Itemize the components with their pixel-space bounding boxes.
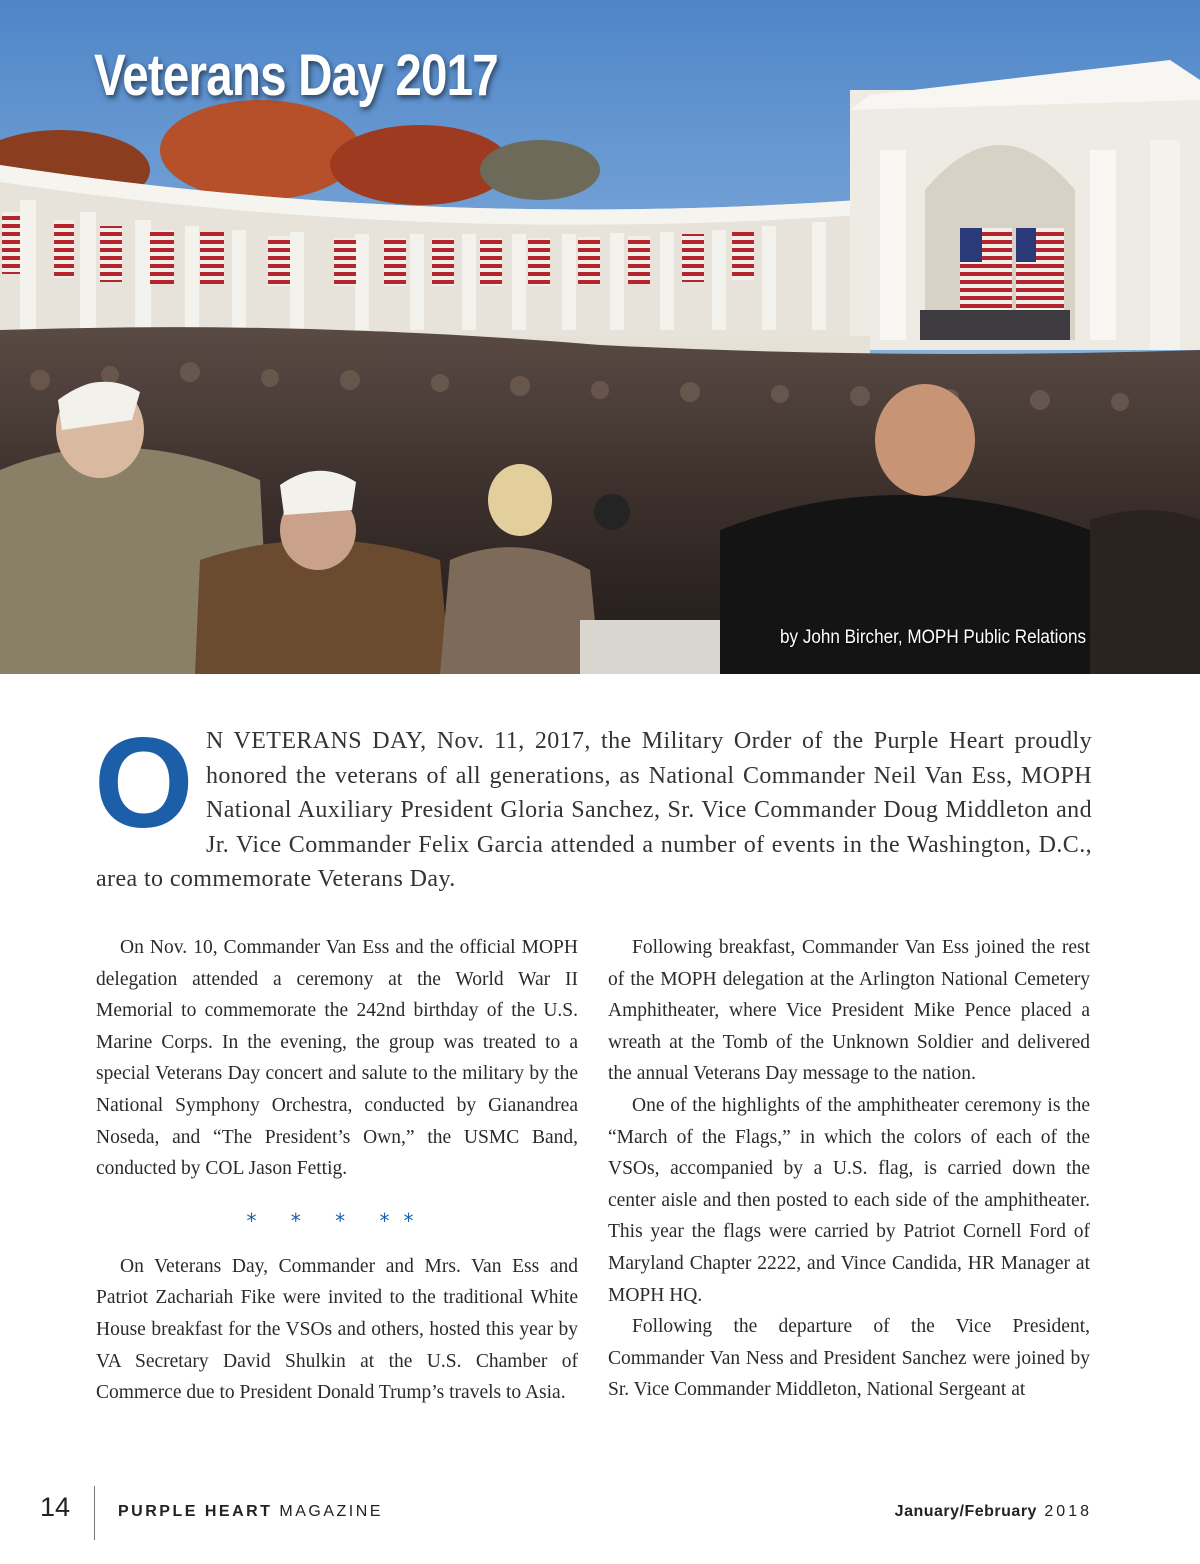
article-title: Veterans Day 2017 <box>94 43 498 108</box>
issue-months: January/February <box>894 1503 1037 1520</box>
lead-paragraph <box>94 712 1092 897</box>
magazine-name-rest: MAGAZINE <box>272 1503 383 1520</box>
right-column <box>608 932 1090 1406</box>
photo-credit: by John Bircher, MOPH Public Relations <box>779 627 1086 648</box>
body-paragraph: On Veterans Day, Commander and Mrs. Van Ess and Patriot Zachariah Fike were invited to the traditional White House breakfast for the VSOs and others, hosted this year by VA Secretary David Shulkin at the U.S. Chamber of Commerce due to President Donald Trump’s travels to Asia. <box>96 1255 578 1404</box>
body-paragraph: Following breakfast, Commander Van Ess joined the rest of the MOPH delegation at the Arlington National Cemetery Amphitheater, where Vice President Mike Pence placed a wreath at the Tomb of the Unknown Soldier and delivered the annual Veterans Day message to the nation. <box>608 937 1090 1085</box>
body-paragraph: On Nov. 10, Commander Van Ess and the official MOPH delegation attended a ceremony at the World War II Memorial to commemorate the 242nd birthday of the U.S. Marine Corps. In the evening, the group was treated to a special Veterans Day concert and salute to the military by the National Symphony Orchestra, conducted by Gianandrea Noseda, and “The President’s Own,” the USMC Band, conducted by COL Jason Fettig. <box>96 937 578 1180</box>
body-paragraph: Following the departure of the Vice President, Commander Van Ness and President Sanchez were joined by Sr. Vice Commander Middleton, National Sergeant at <box>608 1316 1090 1401</box>
left-column <box>96 932 578 1409</box>
body-paragraph: One of the highlights of the amphitheater ceremony is the “March of the Flags,” in which the colors of each of the VSOs, accompanied by a U.S. flag, is carried down the center aisle and then posted to each side of the amphitheater. This year the flags were carried by Patriot Cornell Ford of Maryland Chapter 2222, and Vince Candida, HR Manager at MOPH HQ. <box>608 1094 1090 1306</box>
issue-date <box>895 1503 1092 1521</box>
issue-year: 2018 <box>1036 1503 1092 1520</box>
lead-text: N VETERANS DAY, Nov. 11, 2017, the Military Order of the Purple Heart proudly honored the veterans of all generations, as National Commander Neil Van Ess, MOPH National Auxiliary President Gloria Sanchez, Sr. Vice Commander Doug Middleton and Jr. Vice Commander Felix Garcia attended a number of events in the Washington, D.C., area to commemorate Veterans Day. <box>96 728 1092 892</box>
page-number: 14 <box>40 1492 71 1522</box>
footer-divider <box>94 1486 95 1540</box>
section-separator: * * * ** <box>246 1208 428 1233</box>
magazine-name <box>118 1503 383 1521</box>
magazine-name-bold: PURPLE HEART <box>118 1503 273 1520</box>
drop-cap: O <box>94 712 194 855</box>
hero-photo <box>0 0 1200 674</box>
